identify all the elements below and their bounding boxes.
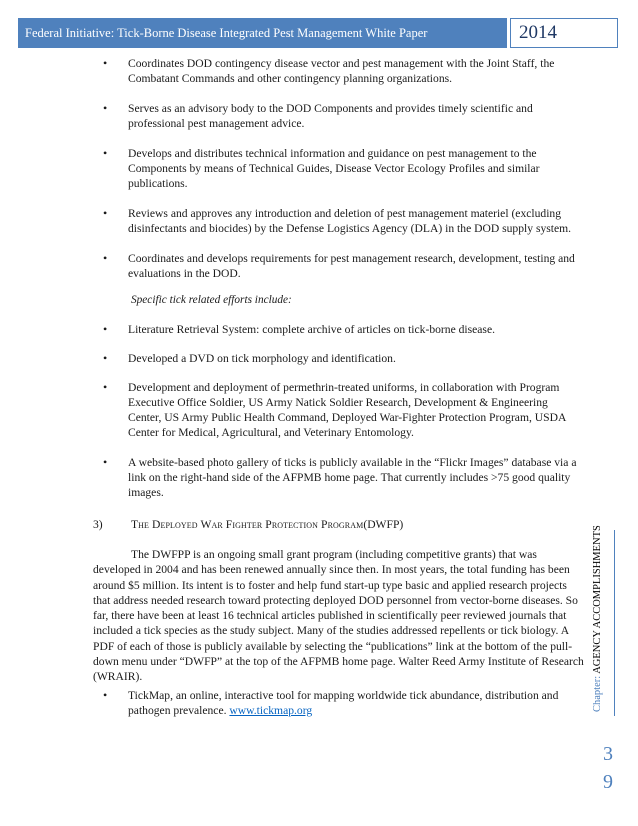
page-number-digit: 9 — [603, 771, 613, 793]
tickmap-list — [97, 688, 577, 718]
list-item: • Coordinates and develops requirements for pest management research, development, testing and evaluations in the DOD. — [97, 251, 577, 281]
list-item: • A website-based photo gallery of ticks is publicly available in the “Flickr Images” database via a link on the right-hand side of the AFPMB home page. That currently includes >75 good quality images. — [97, 455, 577, 500]
list-item: • Reviews and approves any introduction and deletion of pest management materiel (excluding disinfectants and biocides) by the Defense Logistics Agency (DLA) in the DOD supply system. — [97, 206, 577, 236]
page-number-digit: 3 — [603, 743, 613, 765]
list-item — [97, 688, 577, 718]
chapter-name: AGENCY ACCOMPLISHMENTS — [592, 525, 603, 674]
list-item: • Serves as an advisory body to the DOD Components and provides timely scientific and professional pest management advice. — [97, 101, 577, 131]
page-header — [18, 18, 618, 48]
chapter-sidebar — [592, 525, 603, 712]
sidebar-divider — [614, 530, 615, 716]
tickmap-text: TickMap, an online, interactive tool for mapping worldwide tick abundance, distribution and pathogen prevalence. — [128, 689, 559, 717]
main-content — [97, 56, 577, 515]
dwfpp-paragraph: The DWFPP is an ongoing small grant program (including competitive grants) that was developed in 2004 and has been renewed annually since then. In most years, the total funding has been around $5 million. Its intent is to foster and help fund start-up type basic and applied research projects that address needed research toward protecting deployed DOD personnel from vector-borne diseases. So far, there have been at least 16 technical articles published in scientifically peer reviewed journals that included a tick species as the study subject. Many of the studies addressed repellents or tick biology. A PDF of each of those is publicly available by selecting the “publications” link at the bottom of the pull-down menu under “DWFP” at the top of the AFPMB home page. Walter Reed Army Institute of Research (WRAIR). — [93, 548, 584, 684]
chapter-label: Chapter: — [592, 675, 603, 712]
page-number — [598, 740, 618, 796]
section-abbr: (DWFP) — [363, 518, 404, 531]
specific-efforts-intro: Specific tick related efforts include: — [131, 294, 292, 306]
list-item: • Coordinates DOD contingency disease vector and pest management with the Joint Staff, the Combatant Commands and other contingency planning organizations. — [97, 56, 577, 86]
header-title: Federal Initiative: Tick-Borne Disease Integrated Pest Management White Paper — [18, 18, 507, 48]
tickmap-link[interactable]: www.tickmap.org — [229, 704, 313, 717]
list-item: • Development and deployment of permethrin-treated uniforms, in collaboration with Program Executive Office Soldier, US Army Natick Soldier Research, Development & Engineering Center, US Army Public Health Command, Deployed War-Fighter Protection Program, USDA Center for Medical, Agricultural, and Veterinary Entomology. — [97, 380, 577, 440]
list-item: • Literature Retrieval System: complete archive of articles on tick-borne disease. — [97, 322, 577, 337]
responsibilities-list — [97, 56, 577, 281]
tick-efforts-list — [97, 322, 577, 500]
tickmap-section — [97, 688, 577, 733]
list-item: • Develops and distributes technical information and guidance on pest management to the Components by means of Technical Guides, Disease Vector Ecology Profiles and similar publications. — [97, 146, 577, 191]
list-item: • Developed a DVD on tick morphology and identification. — [97, 351, 577, 366]
section-title — [131, 517, 403, 532]
header-year: 2014 — [510, 18, 618, 48]
section-number: 3) — [93, 518, 103, 531]
section-title-text: The Deployed War Fighter Protection Program — [131, 518, 364, 531]
